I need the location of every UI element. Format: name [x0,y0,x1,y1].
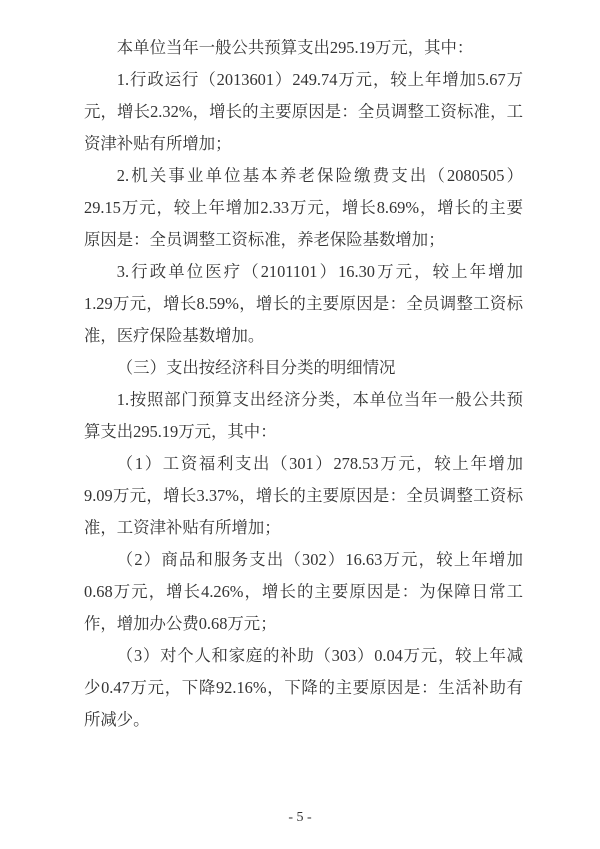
text-line: 1.29万元，增长8.59%，增长的主要原因是：全员调整工资标 [84,294,523,313]
text-line: 准，医疗保险基数增加。 [84,326,265,345]
text-line: （1）工资福利支出（301）278.53万元，较上年增加 [116,454,523,473]
paragraph [84,544,523,640]
document-body [84,32,523,736]
text-line: 原因是：全员调整工资标准，养老保险基数增加； [84,230,445,249]
paragraph [84,384,523,448]
text-line: 1.按照部门预算支出经济分类，本单位当年一般公共预 [116,390,523,409]
text-line: （2）商品和服务支出（302）16.63万元，较上年增加 [116,550,523,569]
text-line: 本单位当年一般公共预算支出295.19万元，其中： [116,38,474,57]
section-heading [84,352,523,384]
text-line: 元，增长2.32%，增长的主要原因是：全员调整工资标准，工 [84,102,523,121]
text-line: 资津补贴有所增加； [84,134,232,153]
text-line: 9.09万元，增长3.37%，增长的主要原因是：全员调整工资标 [84,486,523,505]
paragraph [84,256,523,352]
text-line: 所减少。 [84,710,150,729]
text-line: 少0.47万元，下降92.16%，下降的主要原因是：生活补助有 [84,678,523,697]
paragraph [84,64,523,160]
text-line: 准，工资津补贴有所增加； [84,518,281,537]
paragraph [84,640,523,736]
paragraph [84,448,523,544]
text-line: 3.行政单位医疗（2101101）16.30万元，较上年增加 [116,262,523,281]
paragraph [84,160,523,256]
text-line: 作，增加办公费0.68万元； [84,614,277,633]
text-line: 0.68万元，增长4.26%，增长的主要原因是：为保障日常工 [84,582,523,601]
text-line: 2.机关事业单位基本养老保险缴费支出（2080505） [116,166,523,185]
text-line: 29.15万元，较上年增加2.33万元，增长8.69%，增长的主要 [84,198,523,217]
text-line: （三）支出按经济科目分类的明细情况 [116,358,396,377]
text-line: 算支出295.19万元，其中： [84,422,277,441]
text-line: 1.行政运行（2013601）249.74万元，较上年增加5.67万 [116,70,523,89]
paragraph [84,32,523,64]
page-number: - 5 - [288,810,312,825]
text-line: （3）对个人和家庭的补助（303）0.04万元，较上年减 [116,646,523,665]
